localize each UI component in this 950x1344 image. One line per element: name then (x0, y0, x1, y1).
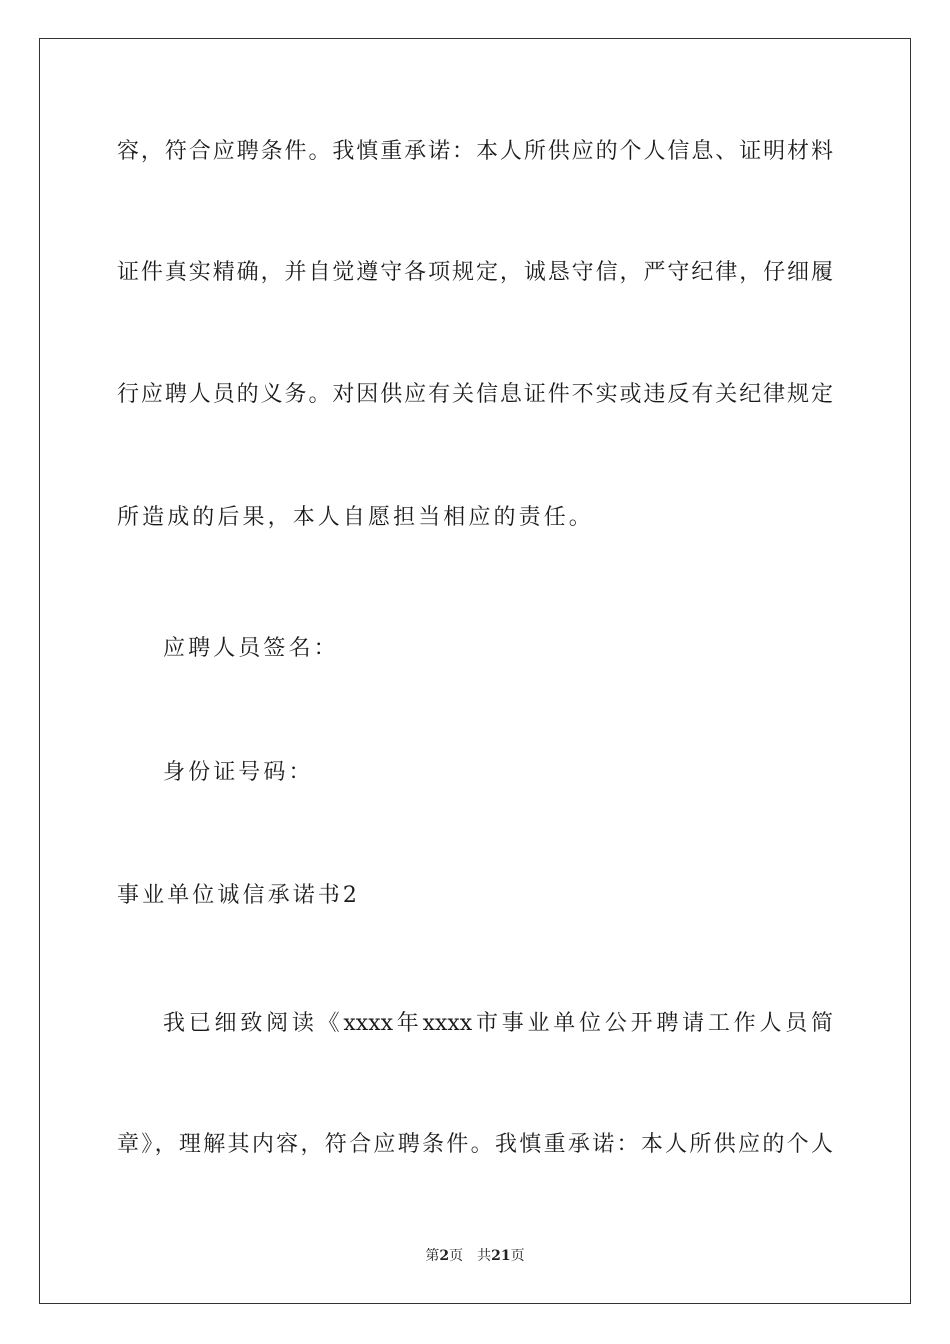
body-line-1: 容，符合应聘条件。我慎重承诺：本人所供应的个人信息、证明材料 (117, 139, 833, 164)
total-pages: 21 (491, 1248, 511, 1264)
body-line-2: 证件真实精确，并自觉遵守各项规定，诚恳守信，严守纪律，仔细履 (117, 260, 833, 285)
page-footer (0, 1246, 950, 1266)
total-suffix: 页 (510, 1248, 525, 1264)
page-suffix: 页 (449, 1248, 464, 1264)
page-border (39, 38, 911, 1304)
signature-label: 应聘人员签名： (163, 636, 339, 661)
id-number-label: 身份证号码： (163, 760, 314, 785)
page-number: 2 (439, 1248, 450, 1264)
body-line-3: 行应聘人员的义务。对因供应有关信息证件不实或违反有关纪律规定 (117, 382, 833, 407)
section-heading: 事业单位诚信承诺书2 (117, 883, 360, 908)
page-prefix: 第 (425, 1248, 440, 1264)
total-prefix: 共 (477, 1248, 492, 1264)
body-line-6: 章》，理解其内容，符合应聘条件。我慎重承诺：本人所供应的个人 (117, 1132, 833, 1157)
body-line-4: 所造成的后果，本人自愿担当相应的责任。 (117, 505, 594, 530)
body-line-5: 我已细致阅读《xxxx年xxxx市事业单位公开聘请工作人员简 (163, 1011, 833, 1036)
